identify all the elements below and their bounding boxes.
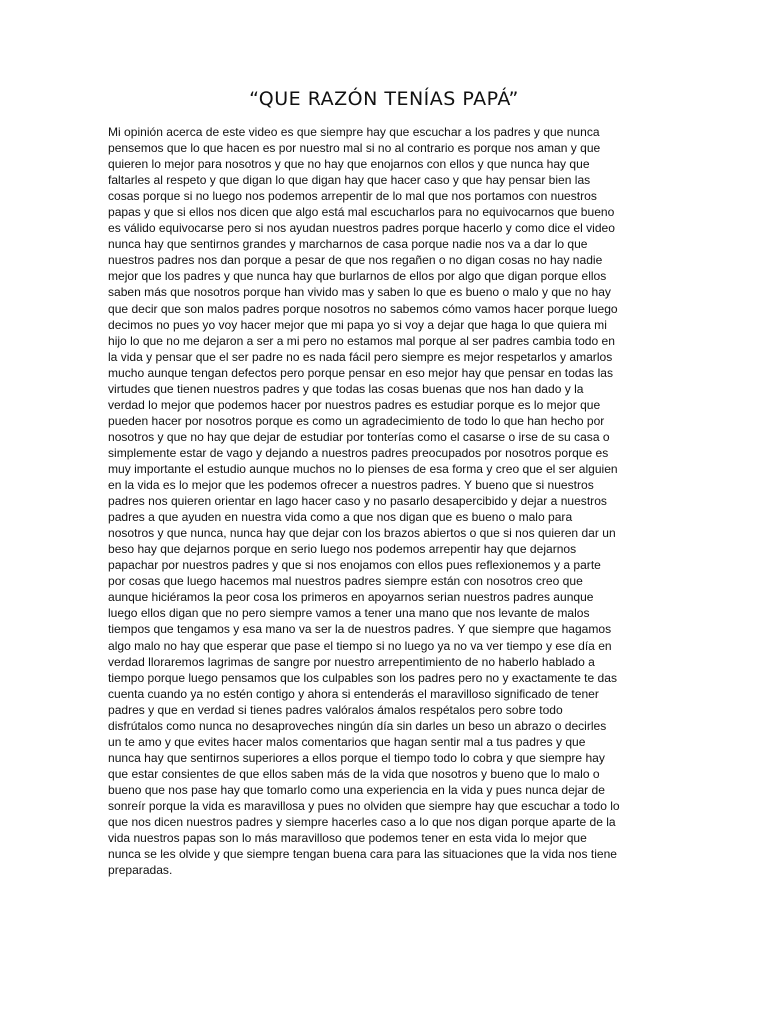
body-line: padres y que en verdad si tienes padres valóralos ámalos respétalos pero sobre todo bbox=[108, 702, 563, 717]
body-line: nosotros y que nunca, nunca hay que dejar con los brazos abiertos o que si nos quieren dar un bbox=[108, 526, 616, 541]
body-line: papas y que si ellos nos dicen que algo está mal escucharlos para no equivocarnos que bueno bbox=[108, 205, 615, 220]
body-line: en la vida es lo mejor que les podemos ofrecer a nuestros padres. Y bueno que si nuestros bbox=[108, 478, 594, 493]
body-line: disfrútalos como nunca no desaproveches ningún día sin darles un beso un abrazo o decirles bbox=[108, 718, 607, 733]
body-line: que nos dicen nuestros padres y siempre hacerles caso a lo que nos digan porque aparte de la bbox=[108, 815, 616, 830]
body-line: por cosas que luego hacemos mal nuestros padres siempre están con nosotros creo que bbox=[108, 574, 583, 589]
body-line: saben más que nosotros porque han vivido mas y saben lo que es bueno o malo y que no hay bbox=[108, 285, 611, 300]
body-line: padres a que ayuden en nuestra vida como a que nos digan que es bueno o malo para bbox=[108, 510, 573, 525]
body-line: cosas porque si no luego nos podemos arrepentir de lo mal que nos portamos con nuestros bbox=[108, 189, 597, 204]
body-line: virtudes que tienen nuestros padres y que todas las cosas buenas que nos han dado y la bbox=[108, 381, 584, 396]
body-line: padres nos quieren orientar en lago hacer caso y no pasarlo desapercibido y dejar a nuestros bbox=[108, 494, 607, 509]
body-line: muy importante el estudio aunque muchos no lo pienses de esa forma y creo que el ser alguien bbox=[108, 461, 618, 476]
body-line: es válido equivocarse pero si nos ayudan nuestros padres porque hacerlo y como dice el video bbox=[108, 221, 615, 236]
body-line: beso hay que dejarnos porque en serio luego nos podemos arrepentir hay que dejarnos bbox=[108, 542, 577, 557]
body-line: nunca hay que sentirnos superiores a ellos porque el tiempo todo lo cobra y que siempre hay bbox=[108, 750, 605, 765]
body-line: mucho aunque tengan defectos pero porque pensar en eso mejor hay que pensar en todas las bbox=[108, 365, 613, 380]
body-line: pensemos que lo que hacen es por nuestro mal si no al contrario es porque nos aman y que bbox=[108, 141, 601, 156]
body-line: aunque hiciéramos la peor cosa los primeros en apoyarnos serian nuestros padres aunque bbox=[108, 590, 594, 605]
body-line: nuestros padres nos dan porque a pesar de que nos regañen o no digan cosas no hay nadie bbox=[108, 253, 603, 268]
body-line: tiempos que tengamos y esa mano va ser la de nuestros padres. Y que siempre que hagamos bbox=[108, 622, 612, 637]
document-title: “QUE RAZÓN TENÍAS PAPÁ” bbox=[249, 88, 519, 110]
body-line: que estar consientes de que ellos saben más de la vida que nosotros y bueno que lo malo o bbox=[108, 766, 600, 781]
body-line: verdad lo mejor que podemos hacer por nuestros padres es estudiar porque es lo mejor que bbox=[108, 397, 601, 412]
body-line: luego ellos digan que no pero siempre vamos a tener una mano que nos levante de malos bbox=[108, 606, 590, 621]
body-line: hijo lo que no me dejaron a ser a mi pero no estamos mal porque al ser padres cambia todo en bbox=[108, 333, 615, 348]
body-line: papachar por nuestros padres y que si nos enojamos con ellos pues reflexionemos y a parte bbox=[108, 558, 601, 573]
body-line: decimos no pues yo voy hacer mejor que mi papa yo si voy a dejar que haga lo que quiera mi bbox=[108, 317, 607, 332]
body-line: algo malo no hay que esperar que pase el tiempo si no luego ya no va ver tiempo y ese día en bbox=[108, 638, 612, 653]
body-line: verdad lloraremos lagrimas de sangre por nuestro arrepentimiento de no haberlo hablado a bbox=[108, 654, 595, 669]
body-line: preparadas. bbox=[108, 863, 173, 878]
body-line: nosotros y que no hay que dejar de estudiar por tonterías como el casarse o irse de su casa o bbox=[108, 429, 610, 444]
body-line: simplemente estar de vago y dejando a nuestros padres preocupados por nosotros porque es bbox=[108, 445, 609, 460]
body-line: nunca se les olvide y que siempre tengan buena cara para las situaciones que la vida nos tiene bbox=[108, 847, 617, 862]
body-line: nunca hay que sentirnos grandes y marcharnos de casa porque nadie nos va a dar lo que bbox=[108, 237, 588, 252]
body-line: bueno que nos pase hay que tomarlo como una experiencia en la vida y pues nunca dejar de bbox=[108, 782, 605, 797]
body-line: sonreír porque la vida es maravillosa y pues no olviden que siempre hay que escuchar a todo lo bbox=[108, 798, 620, 813]
document-body bbox=[108, 124, 656, 878]
body-line: pueden hacer por nosotros porque es como un agradecimiento de todo lo que han hecho por bbox=[108, 413, 605, 428]
body-line: la vida y pensar que el ser padre no es nada fácil pero siempre es mejor respetarlos y amarlos bbox=[108, 349, 613, 364]
body-line: vida nuestros papas son lo más maravilloso que podemos tener en esta vida lo mejor que bbox=[108, 831, 587, 846]
body-line: quieren lo mejor para nosotros y que no hay que enojarnos con ellos y que nunca hay que bbox=[108, 157, 590, 172]
body-line: un te amo y que evites hacer malos comentarios que hagan sentir mal a tus padres y que bbox=[108, 734, 586, 749]
body-line: cuenta cuando ya no estén contigo y ahora si entenderás el maravilloso significado de tener bbox=[108, 686, 599, 701]
body-line: faltarles al respeto y que digan lo que digan hay que hacer caso y que hay pensar bien las bbox=[108, 173, 591, 188]
body-line: Mi opinión acerca de este video es que siempre hay que escuchar a los padres y que nunca bbox=[108, 125, 600, 139]
body-line: tiempo porque luego pensamos que los culpables son los padres pero no y exactamente te das bbox=[108, 670, 617, 685]
body-line: mejor que los padres y que nunca hay que burlarnos de ellos por algo que digan porque ellos bbox=[108, 269, 607, 284]
body-line: que decir que son malos padres porque nosotros no sabemos cómo vamos hacer porque luego bbox=[108, 301, 618, 316]
